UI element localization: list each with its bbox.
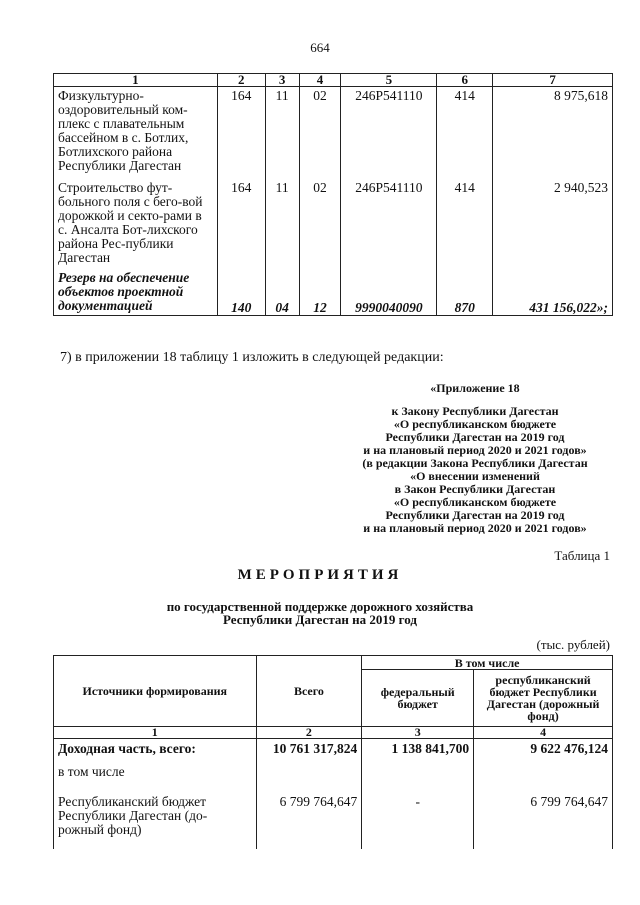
- row-name: Доходная часть, всего:: [54, 739, 257, 763]
- row-code: 164: [217, 87, 265, 182]
- row-name: Республиканский бюджет Республики Дагестан (до-рожный фонд): [54, 791, 257, 849]
- row-amount: 2 940,523: [493, 181, 613, 271]
- units-label: (тыс. рублей): [536, 637, 610, 652]
- header-cell: 1: [54, 74, 218, 87]
- row-subsection: 02: [299, 87, 341, 182]
- header-total: Всего: [256, 656, 362, 727]
- row-section: 11: [265, 181, 299, 271]
- row-federal: 1 138 841,700: [362, 739, 474, 763]
- row-target: 9990040090: [341, 271, 437, 316]
- annex-line: «О республиканском бюджете: [393, 417, 557, 431]
- table-row: [54, 791, 613, 849]
- row-subsection: 12: [299, 271, 341, 316]
- annex-title: «Приложение 18: [430, 381, 520, 395]
- row-target: 246Р541110: [341, 87, 437, 182]
- annex-line: к Закону Республики Дагестан: [391, 404, 559, 418]
- annex-line: «О республиканском бюджете: [393, 495, 557, 509]
- expenditure-table: [53, 73, 613, 316]
- column-number: 4: [474, 727, 613, 739]
- measures-table: [53, 655, 613, 849]
- header-cell: 2: [217, 74, 265, 87]
- row-republic: 6 799 764,647: [474, 791, 613, 849]
- annex-line: Республики Дагестан на 2019 год: [385, 430, 565, 444]
- column-number: 3: [362, 727, 474, 739]
- document-title: МЕРОПРИЯТИЯ: [237, 567, 403, 583]
- row-name: Физкультурно-оздоровительный ком-плекс с плавательным бассейном в с. Ботлих, Ботлихского района Республики Дагестан: [54, 87, 218, 182]
- header-sources: Источники формирования: [54, 656, 257, 727]
- row-subsection: 02: [299, 181, 341, 271]
- empty-cell: [362, 762, 474, 791]
- row-section: 11: [265, 87, 299, 182]
- row-federal: -: [362, 791, 474, 849]
- header-cell: 6: [437, 74, 493, 87]
- annex-line: (в редакции Закона Республики Дагестан: [362, 456, 588, 470]
- table-label: Таблица 1: [554, 548, 610, 563]
- row-amount: 431 156,022»;: [493, 271, 613, 316]
- document-subtitle: Республики Дагестан на 2019 год: [223, 612, 417, 627]
- row-total: 6 799 764,647: [256, 791, 362, 849]
- document-subtitle: по государственной поддержке дорожного хозяйства: [166, 599, 474, 614]
- row-total: 10 761 317,824: [256, 739, 362, 763]
- annex-line: в Закон Республики Дагестан: [394, 482, 556, 496]
- annex-header: [340, 382, 610, 535]
- column-number: 2: [256, 727, 362, 739]
- empty-cell: [474, 762, 613, 791]
- row-type: 414: [437, 87, 493, 182]
- row-target: 246Р541110: [341, 181, 437, 271]
- table-row: [54, 739, 613, 763]
- column-number: 1: [54, 727, 257, 739]
- table-row: [54, 181, 613, 271]
- table-row: [54, 87, 613, 182]
- annex-line: Республики Дагестан на 2019 год: [385, 508, 565, 522]
- row-name: в том числе: [54, 762, 257, 791]
- row-name: Строительство фут-больного поля с бего-вой дорожкой и секто-рами в с. Ансалта Бот-лихского района Рес-публики Дагестан: [54, 181, 218, 271]
- header-cell: 3: [265, 74, 299, 87]
- annex-line: и на плановый период 2020 и 2021 годов»: [363, 443, 587, 457]
- row-code: 164: [217, 181, 265, 271]
- page-number: 664: [310, 40, 330, 55]
- table-row: [54, 271, 613, 316]
- row-type: 870: [437, 271, 493, 316]
- header-cell: 7: [493, 74, 613, 87]
- row-type: 414: [437, 181, 493, 271]
- table-number-row: [54, 727, 613, 739]
- row-code: 140: [217, 271, 265, 316]
- table-header-row: [54, 74, 613, 87]
- row-section: 04: [265, 271, 299, 316]
- row-name: Резерв на обеспечение объектов проектной документацией: [54, 271, 218, 316]
- annex-line: и на плановый период 2020 и 2021 годов»: [363, 521, 587, 535]
- header-cell: 4: [299, 74, 341, 87]
- header-federal: федеральный бюджет: [362, 670, 474, 727]
- table-row: [54, 762, 613, 791]
- annex-line: «О внесении изменений: [410, 469, 540, 483]
- header-including: В том числе: [362, 656, 613, 670]
- header-republic: республиканский бюджет Республики Дагестан (дорожный фонд): [474, 670, 613, 727]
- row-republic: 9 622 476,124: [474, 739, 613, 763]
- table-header-row: [54, 656, 613, 670]
- header-cell: 5: [341, 74, 437, 87]
- empty-cell: [256, 762, 362, 791]
- row-amount: 8 975,618: [493, 87, 613, 182]
- item-7-text: 7) в приложении 18 таблицу 1 изложить в следующей редакции:: [60, 350, 444, 365]
